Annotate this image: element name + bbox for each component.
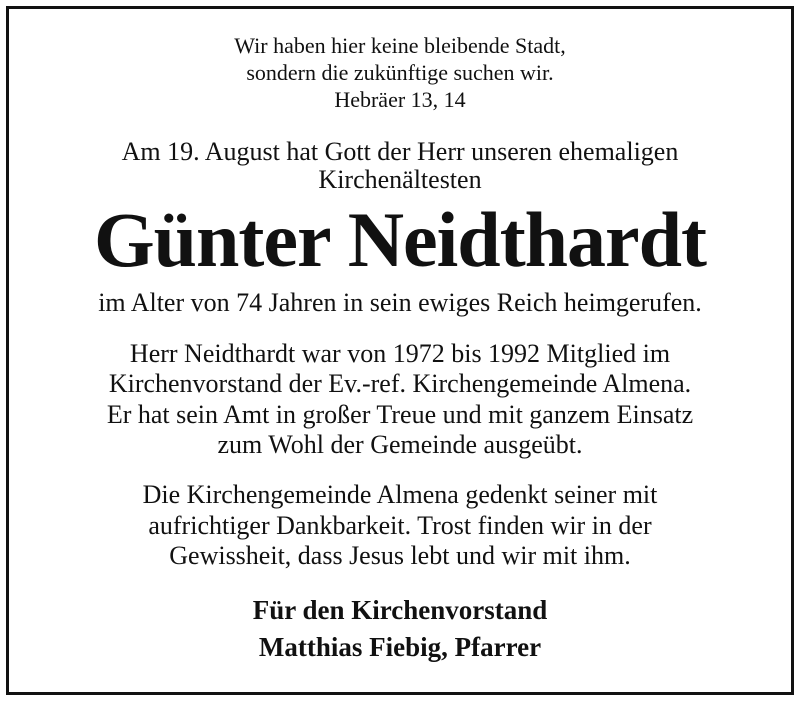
intro-line: Kirchenältesten [318, 165, 482, 194]
signature-line: Matthias Fiebig, Pfarrer [258, 632, 542, 662]
intro-line: Am 19. August hat Gott der Herr unseren ehemaligen [121, 137, 679, 166]
verse-reference: Hebräer 13, 14 [334, 87, 466, 112]
remembrance-line: aufrichtiger Dankbarkeit. Trost finden wir in der [148, 511, 652, 540]
signature-line: Für den Kirchenvorstand [252, 595, 548, 625]
remembrance-line: Die Kirchengemeinde Almena gedenkt seiner mit [142, 480, 658, 509]
tribute-line: Kirchenvorstand der Ev.-ref. Kirchengemeinde Almena. [108, 369, 692, 398]
tribute-line: Er hat sein Amt in großer Treue und mit ganzem Einsatz [106, 400, 694, 429]
tribute-line: Herr Neidthardt war von 1972 bis 1992 Mitglied im [129, 339, 671, 368]
age-line: im Alter von 74 Jahren in sein ewiges Reich heimgerufen. [98, 288, 702, 317]
remembrance-line: Gewissheit, dass Jesus lebt und wir mit ihm. [169, 541, 631, 570]
verse-line: sondern die zukünftige suchen wir. [246, 60, 554, 85]
tribute-line: zum Wohl der Gemeinde ausgeübt. [217, 430, 583, 459]
deceased-name: Günter Neidthardt [93, 196, 707, 283]
verse-line: Wir haben hier keine bleibende Stadt, [234, 33, 566, 58]
